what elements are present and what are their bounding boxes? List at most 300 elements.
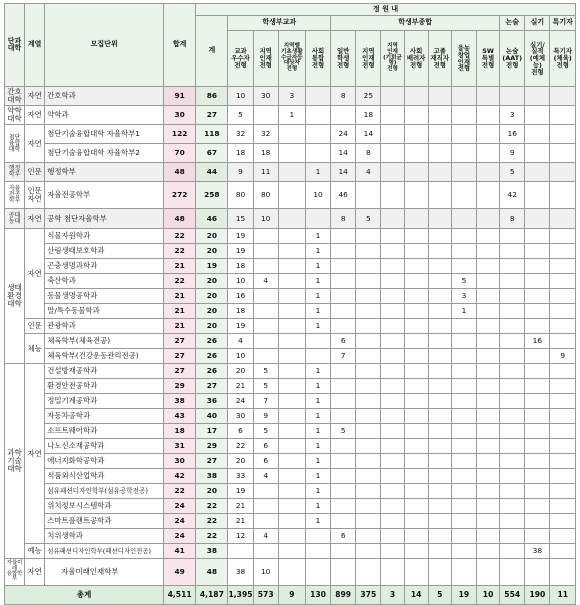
value-cell xyxy=(356,469,381,484)
sum-cell: 26 xyxy=(196,349,228,364)
value-cell xyxy=(500,364,525,379)
value-cell xyxy=(525,469,550,484)
value-cell xyxy=(451,106,476,125)
value-cell xyxy=(278,125,305,144)
value-cell: 24 xyxy=(228,394,253,409)
value-cell: 25 xyxy=(356,87,381,106)
value-cell xyxy=(451,182,476,209)
value-cell xyxy=(550,529,576,544)
value-cell xyxy=(428,514,451,529)
value-cell xyxy=(278,304,305,319)
sum-cell: 27 xyxy=(196,106,228,125)
value-cell xyxy=(253,349,278,364)
total-cell: 22 xyxy=(164,484,196,499)
value-cell: 5 xyxy=(451,274,476,289)
value-cell xyxy=(278,559,305,586)
value-cell xyxy=(331,274,356,289)
value-cell xyxy=(428,454,451,469)
value-cell xyxy=(525,259,550,274)
value-cell xyxy=(428,529,451,544)
value-cell xyxy=(451,439,476,454)
value-cell xyxy=(525,144,550,163)
value-cell xyxy=(381,304,404,319)
value-cell: 9 xyxy=(228,163,253,182)
value-cell xyxy=(381,439,404,454)
value-cell xyxy=(550,304,576,319)
value-cell xyxy=(451,559,476,586)
total-cell: 24 xyxy=(164,514,196,529)
value-cell: 22 xyxy=(228,439,253,454)
value-cell xyxy=(404,259,428,274)
value-cell xyxy=(525,244,550,259)
college-cell: 생태 환경 대학 xyxy=(5,229,25,364)
sum-cell: 20 xyxy=(196,304,228,319)
college-cell: 과학 기술 대학 xyxy=(5,364,25,559)
value-cell xyxy=(451,379,476,394)
value-cell: 1 xyxy=(305,274,330,289)
value-cell xyxy=(428,469,451,484)
value-cell xyxy=(253,319,278,334)
value-cell xyxy=(525,182,550,209)
total-cell: 41 xyxy=(164,544,196,559)
value-cell: 1 xyxy=(305,424,330,439)
value-cell xyxy=(404,514,428,529)
grand-total-cell: 375 xyxy=(356,586,381,605)
value-cell xyxy=(500,259,525,274)
unit-cell: 첨단기술융합대학 자율학부1 xyxy=(45,125,164,144)
admission-quota-table xyxy=(4,3,576,605)
value-cell xyxy=(428,274,451,289)
sum-cell: 27 xyxy=(196,379,228,394)
unit-cell: 산림생태보호학과 xyxy=(45,244,164,259)
value-cell xyxy=(500,304,525,319)
value-cell xyxy=(331,544,356,559)
grand-total-cell: 14 xyxy=(404,586,428,605)
value-cell xyxy=(451,544,476,559)
value-cell xyxy=(331,409,356,424)
track-cell: 예능 xyxy=(25,544,45,559)
value-cell xyxy=(477,334,500,349)
total-cell: 31 xyxy=(164,439,196,454)
value-cell xyxy=(428,106,451,125)
value-cell xyxy=(331,289,356,304)
value-cell xyxy=(428,87,451,106)
unit-cell: 위치정보시스템학과 xyxy=(45,499,164,514)
value-cell: 18 xyxy=(253,144,278,163)
sum-cell: 67 xyxy=(196,144,228,163)
value-cell xyxy=(428,125,451,144)
value-cell xyxy=(477,349,500,364)
value-cell: 16 xyxy=(525,334,550,349)
value-cell xyxy=(381,319,404,334)
value-cell: 4 xyxy=(253,274,278,289)
sum-cell: 19 xyxy=(196,259,228,274)
value-cell xyxy=(278,469,305,484)
unit-cell: 말/특수동물학과 xyxy=(45,304,164,319)
value-cell xyxy=(550,106,576,125)
value-cell: 8 xyxy=(500,209,525,229)
value-cell xyxy=(381,469,404,484)
value-cell xyxy=(550,499,576,514)
value-cell: 18 xyxy=(228,304,253,319)
value-cell xyxy=(525,559,550,586)
value-cell xyxy=(550,274,576,289)
value-cell xyxy=(381,182,404,209)
value-cell xyxy=(404,182,428,209)
value-cell xyxy=(428,544,451,559)
value-cell xyxy=(525,229,550,244)
value-cell xyxy=(500,334,525,349)
value-cell xyxy=(253,259,278,274)
value-cell xyxy=(404,394,428,409)
value-cell xyxy=(550,409,576,424)
value-cell xyxy=(331,439,356,454)
value-cell: 4 xyxy=(253,529,278,544)
value-cell xyxy=(381,409,404,424)
value-cell xyxy=(550,289,576,304)
value-cell: 10 xyxy=(228,349,253,364)
sum-cell: 20 xyxy=(196,484,228,499)
value-cell xyxy=(500,289,525,304)
value-cell: 19 xyxy=(228,484,253,499)
value-cell xyxy=(428,259,451,274)
grand-total-cell: 130 xyxy=(305,586,330,605)
value-cell xyxy=(451,244,476,259)
value-cell: 21 xyxy=(228,379,253,394)
value-cell xyxy=(477,424,500,439)
value-cell xyxy=(404,439,428,454)
value-cell xyxy=(278,274,305,289)
total-cell: 91 xyxy=(164,87,196,106)
value-cell: 1 xyxy=(305,394,330,409)
value-cell: 21 xyxy=(228,514,253,529)
value-cell xyxy=(500,244,525,259)
header-sum: 계 xyxy=(196,16,228,87)
track-cell: 자연 xyxy=(25,87,45,106)
value-cell xyxy=(404,364,428,379)
value-cell xyxy=(500,469,525,484)
value-cell xyxy=(500,274,525,289)
total-cell: 24 xyxy=(164,529,196,544)
value-cell xyxy=(381,244,404,259)
value-cell: 6 xyxy=(331,334,356,349)
value-cell: 1 xyxy=(305,319,330,334)
value-cell xyxy=(253,289,278,304)
sum-cell: 20 xyxy=(196,274,228,289)
value-cell xyxy=(525,454,550,469)
value-cell xyxy=(356,334,381,349)
value-cell xyxy=(500,454,525,469)
unit-cell: 스마트플랜트공학과 xyxy=(45,514,164,529)
value-cell xyxy=(550,259,576,274)
value-cell xyxy=(404,499,428,514)
value-cell xyxy=(356,484,381,499)
value-cell: 24 xyxy=(331,125,356,144)
value-cell xyxy=(500,499,525,514)
value-cell xyxy=(428,409,451,424)
sum-cell: 20 xyxy=(196,289,228,304)
value-cell xyxy=(253,229,278,244)
value-cell xyxy=(278,209,305,229)
value-cell xyxy=(500,484,525,499)
value-cell: 10 xyxy=(253,209,278,229)
value-cell xyxy=(477,499,500,514)
grand-total-cell: 190 xyxy=(525,586,550,605)
value-cell xyxy=(278,424,305,439)
value-cell xyxy=(477,244,500,259)
value-cell xyxy=(278,499,305,514)
value-cell xyxy=(500,514,525,529)
grand-total-cell: 4,187 xyxy=(196,586,228,605)
college-cell: 첨단 융합 대학 xyxy=(5,125,25,163)
value-cell xyxy=(356,424,381,439)
value-cell xyxy=(381,424,404,439)
value-cell xyxy=(278,349,305,364)
unit-cell: 건설방재공학과 xyxy=(45,364,164,379)
value-cell: 1 xyxy=(305,484,330,499)
value-cell: 1 xyxy=(305,289,330,304)
grand-total-cell: 4,511 xyxy=(164,586,196,605)
total-cell: 38 xyxy=(164,394,196,409)
value-cell xyxy=(381,334,404,349)
value-cell xyxy=(477,259,500,274)
sum-cell: 40 xyxy=(196,409,228,424)
college-cell: 간호 대학 xyxy=(5,87,25,106)
value-cell xyxy=(404,319,428,334)
value-cell xyxy=(477,163,500,182)
value-cell xyxy=(404,304,428,319)
header-unit: 모집단위 xyxy=(45,4,164,87)
value-cell xyxy=(356,319,381,334)
value-cell xyxy=(381,87,404,106)
value-cell xyxy=(305,144,330,163)
value-cell xyxy=(331,469,356,484)
value-cell xyxy=(331,244,356,259)
sum-cell: 38 xyxy=(196,469,228,484)
total-cell: 18 xyxy=(164,424,196,439)
college-cell: 공대 농대 xyxy=(5,209,25,229)
value-cell xyxy=(550,424,576,439)
value-cell xyxy=(500,229,525,244)
value-cell: 5 xyxy=(228,106,253,125)
value-cell xyxy=(278,229,305,244)
value-cell xyxy=(451,259,476,274)
value-cell xyxy=(381,106,404,125)
value-cell xyxy=(525,439,550,454)
value-cell: 7 xyxy=(331,349,356,364)
total-cell: 30 xyxy=(164,454,196,469)
unit-cell: 자율미래인재학부 xyxy=(45,559,164,586)
value-cell xyxy=(477,274,500,289)
value-cell xyxy=(477,106,500,125)
value-cell xyxy=(253,244,278,259)
value-cell xyxy=(428,484,451,499)
track-cell: 자연 xyxy=(25,125,45,163)
value-cell: 1 xyxy=(305,409,330,424)
total-cell: 22 xyxy=(164,274,196,289)
header-total: 합계 xyxy=(164,4,196,87)
value-cell xyxy=(500,529,525,544)
unit-cell: 정밀기계공학과 xyxy=(45,394,164,409)
value-cell xyxy=(404,244,428,259)
value-cell xyxy=(404,424,428,439)
value-cell: 32 xyxy=(253,125,278,144)
value-cell xyxy=(451,514,476,529)
value-cell xyxy=(477,439,500,454)
value-cell xyxy=(428,182,451,209)
sum-cell: 22 xyxy=(196,529,228,544)
value-cell xyxy=(525,364,550,379)
value-cell: 5 xyxy=(253,364,278,379)
unit-cell: 섬유패션디자인학부(섬유공학전공) xyxy=(45,484,164,499)
value-cell: 1 xyxy=(305,163,330,182)
unit-cell: 간호학과 xyxy=(45,87,164,106)
value-cell xyxy=(381,364,404,379)
track-cell: 자연 xyxy=(25,229,45,319)
track-cell: 인문 자연 xyxy=(25,182,45,209)
value-cell xyxy=(550,334,576,349)
college-cell: 자율미래 융합학부 xyxy=(5,559,25,586)
value-cell xyxy=(525,163,550,182)
grand-total-cell: 10 xyxy=(477,586,500,605)
value-cell xyxy=(451,334,476,349)
track-cell: 자연 xyxy=(25,559,45,586)
total-cell: 30 xyxy=(164,106,196,125)
value-cell xyxy=(525,499,550,514)
value-cell: 6 xyxy=(253,454,278,469)
total-cell: 27 xyxy=(164,364,196,379)
value-cell xyxy=(404,106,428,125)
header-sub: 특기자 (체육) 전형 xyxy=(550,31,576,87)
value-cell xyxy=(404,349,428,364)
value-cell xyxy=(525,394,550,409)
value-cell xyxy=(477,544,500,559)
value-cell: 4 xyxy=(253,469,278,484)
value-cell xyxy=(477,484,500,499)
value-cell xyxy=(381,559,404,586)
value-cell xyxy=(253,514,278,529)
unit-cell: 식물자원학과 xyxy=(45,229,164,244)
total-cell: 21 xyxy=(164,259,196,274)
value-cell xyxy=(331,106,356,125)
value-cell xyxy=(253,304,278,319)
unit-cell: 자동차공학과 xyxy=(45,409,164,424)
value-cell xyxy=(404,274,428,289)
value-cell xyxy=(525,209,550,229)
grand-total-cell: 3 xyxy=(381,586,404,605)
value-cell xyxy=(404,544,428,559)
grand-total-cell: 573 xyxy=(253,586,278,605)
value-cell xyxy=(331,259,356,274)
value-cell xyxy=(331,559,356,586)
sum-cell: 48 xyxy=(196,559,228,586)
value-cell xyxy=(500,544,525,559)
value-cell xyxy=(356,454,381,469)
value-cell: 6 xyxy=(331,529,356,544)
value-cell: 9 xyxy=(500,144,525,163)
total-cell: 43 xyxy=(164,409,196,424)
total-cell: 49 xyxy=(164,559,196,586)
value-cell xyxy=(550,163,576,182)
unit-cell: 축산학과 xyxy=(45,274,164,289)
header-track: 계열 xyxy=(25,4,45,87)
value-cell xyxy=(550,469,576,484)
value-cell xyxy=(278,439,305,454)
sum-cell: 22 xyxy=(196,499,228,514)
total-cell: 42 xyxy=(164,469,196,484)
header-group-jonghap: 학생부종합 xyxy=(331,16,500,31)
value-cell: 3 xyxy=(500,106,525,125)
value-cell: 20 xyxy=(228,364,253,379)
sum-cell: 20 xyxy=(196,244,228,259)
total-cell: 48 xyxy=(164,163,196,182)
value-cell xyxy=(500,319,525,334)
value-cell xyxy=(356,274,381,289)
header-col-nonsul: 논술 xyxy=(500,16,525,31)
value-cell xyxy=(451,364,476,379)
total-cell: 272 xyxy=(164,182,196,209)
sum-cell: 29 xyxy=(196,439,228,454)
track-cell: 자연 xyxy=(25,209,45,229)
value-cell xyxy=(451,229,476,244)
value-cell: 1 xyxy=(305,229,330,244)
unit-cell: 곤충생명과학과 xyxy=(45,259,164,274)
value-cell xyxy=(451,424,476,439)
value-cell: 42 xyxy=(500,182,525,209)
value-cell xyxy=(356,229,381,244)
header-sub: 일반 학생 전형 xyxy=(331,31,356,87)
value-cell xyxy=(550,484,576,499)
value-cell xyxy=(278,529,305,544)
grand-total-cell: 19 xyxy=(451,586,476,605)
value-cell xyxy=(331,364,356,379)
value-cell xyxy=(477,469,500,484)
value-cell xyxy=(278,259,305,274)
total-cell: 70 xyxy=(164,144,196,163)
total-cell: 21 xyxy=(164,289,196,304)
total-cell: 21 xyxy=(164,304,196,319)
value-cell: 4 xyxy=(356,163,381,182)
sum-cell: 46 xyxy=(196,209,228,229)
value-cell xyxy=(404,125,428,144)
value-cell xyxy=(305,349,330,364)
value-cell xyxy=(253,499,278,514)
value-cell xyxy=(278,163,305,182)
value-cell xyxy=(253,544,278,559)
value-cell xyxy=(381,209,404,229)
value-cell xyxy=(381,379,404,394)
unit-cell: 첨단기술융합대학 자율학부2 xyxy=(45,144,164,163)
value-cell xyxy=(550,514,576,529)
value-cell xyxy=(305,529,330,544)
value-cell: 18 xyxy=(228,259,253,274)
value-cell xyxy=(428,334,451,349)
value-cell: 12 xyxy=(228,529,253,544)
value-cell xyxy=(500,394,525,409)
value-cell xyxy=(381,144,404,163)
value-cell xyxy=(477,182,500,209)
total-cell: 22 xyxy=(164,229,196,244)
value-cell: 5 xyxy=(500,163,525,182)
value-cell xyxy=(356,349,381,364)
value-cell xyxy=(428,304,451,319)
value-cell xyxy=(381,499,404,514)
value-cell xyxy=(500,424,525,439)
value-cell: 10 xyxy=(305,182,330,209)
value-cell xyxy=(550,182,576,209)
value-cell xyxy=(381,544,404,559)
value-cell xyxy=(331,379,356,394)
